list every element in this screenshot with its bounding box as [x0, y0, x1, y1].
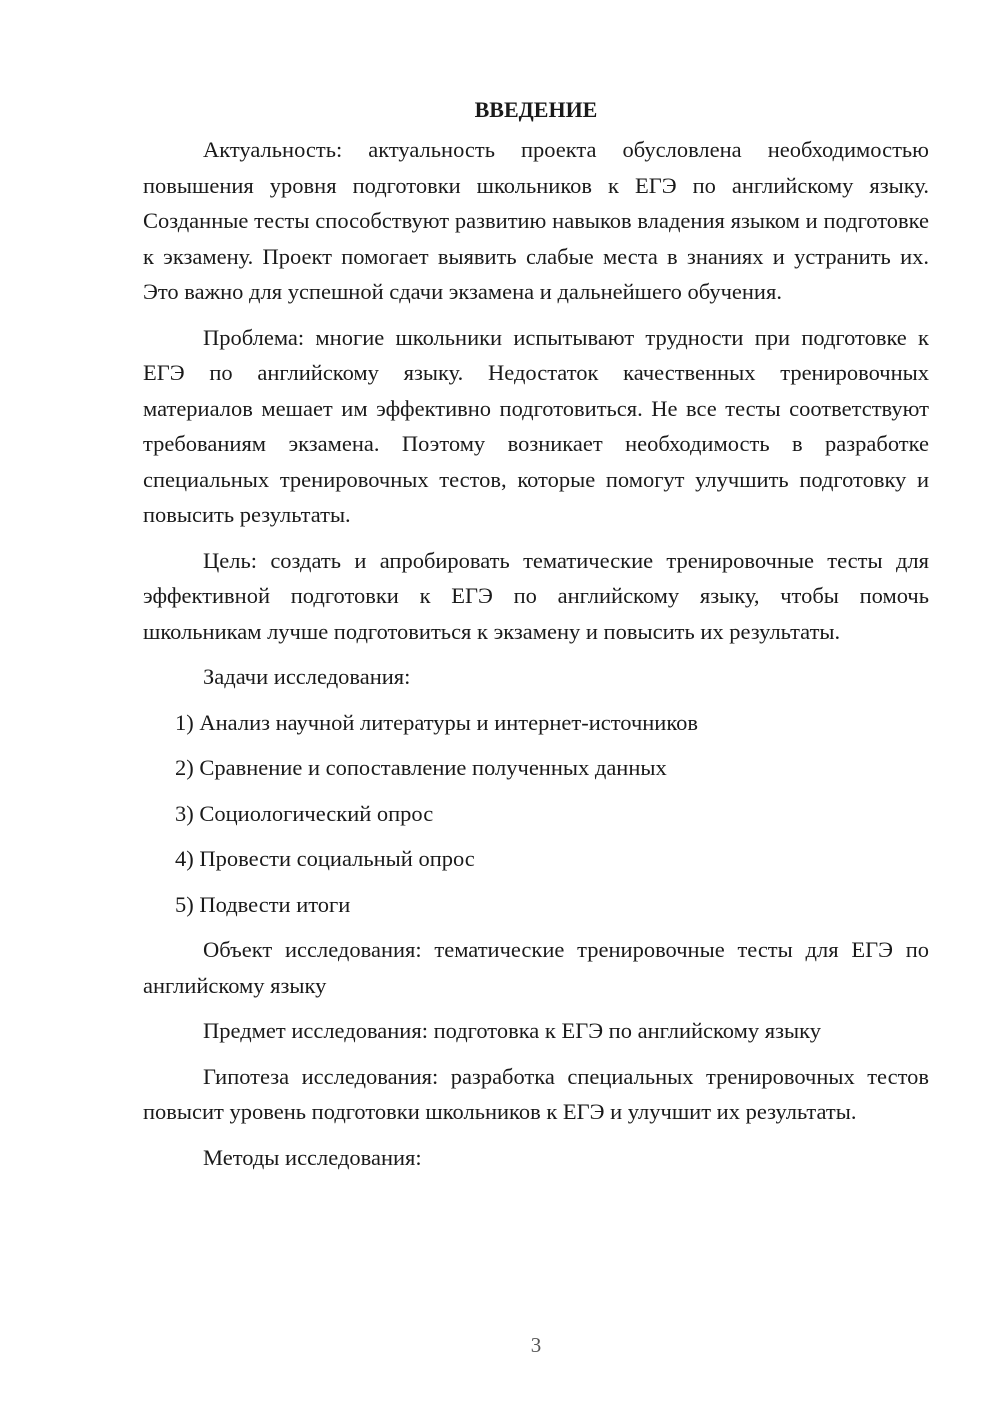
tasks-list — [143, 705, 929, 923]
section-heading: ВВЕДЕНИЕ — [474, 97, 598, 122]
relevance-paragraph: Актуальность: актуальность проекта обусловлена необходимостью повышения уровня подготовки школьников к ЕГЭ по английскому языку. Созданные тесты способствуют развитию навыков владения языком и подготовке к экзамену. Проект помогает выявить слабые места в знаниях и устранить их. Это важно для успешной сдачи экзамена и дальнейшего обучения. — [143, 137, 929, 304]
task-item: 4) Провести социальный опрос — [175, 846, 475, 871]
problem-paragraph: Проблема: многие школьники испытывают трудности при подготовке к ЕГЭ по английскому языку. Недостаток качественных тренировочных материалов мешает им эффективно подготовиться. Не все тесты соответствуют требованиям экзамена. Поэтому возникает необходимость в разработке специальных тренировочных тестов, которые помогут улучшить подготовку и повысить результаты. — [143, 324, 929, 527]
document-page — [143, 92, 929, 1185]
task-item: 1) Анализ научной литературы и интернет-источников — [175, 709, 699, 735]
task-item: 5) Подвести итоги — [175, 891, 351, 917]
hypothesis-paragraph: Гипотеза исследования: разработка специальных тренировочных тестов повысит уровень подготовки школьников к ЕГЭ и улучшит их результаты. — [143, 1063, 929, 1124]
object-paragraph: Объект исследования: тематические тренировочные тесты для ЕГЭ по английскому языку — [143, 937, 929, 998]
goal-paragraph: Цель: создать и апробировать тематические тренировочные тесты для эффективной подготовки к ЕГЭ по английскому языку, чтобы помочь школьникам лучше подготовиться к экзамену и повысить их результаты. — [143, 547, 929, 644]
methods-label: Методы исследования: — [203, 1144, 422, 1170]
page-number: 3 — [530, 1333, 542, 1357]
task-item: 3) Социологический опрос — [175, 800, 434, 826]
tasks-label: Задачи исследования: — [203, 664, 411, 689]
subject-paragraph: Предмет исследования: подготовка к ЕГЭ по английскому языку — [203, 1018, 821, 1043]
task-item: 2) Сравнение и сопоставление полученных данных — [175, 755, 667, 780]
